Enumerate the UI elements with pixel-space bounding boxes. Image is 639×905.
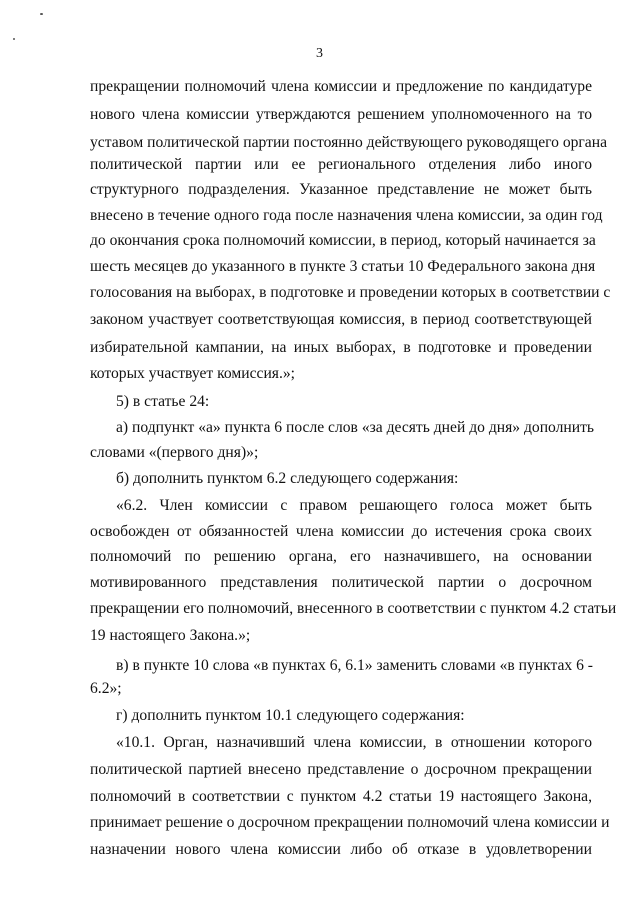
text-line: внесено в течение одного года после назначения члена комиссии, за один год	[90, 207, 603, 224]
scan-speck	[40, 13, 43, 15]
text-line: уставом политической партии постоянно действующего руководящего органа	[90, 134, 607, 151]
text-line: до окончания срока полномочий комиссии, в период, который начинается за	[90, 232, 596, 249]
text-line: нового члена комиссии утверждаются решением уполномоченного на то	[90, 106, 592, 123]
text-line: словами «(первого дня)»;	[90, 444, 259, 461]
text-line: назначении нового члена комиссии либо об отказе в удовлетворении	[90, 841, 592, 858]
text-line: б) дополнить пунктом 6.2 следующего содержания:	[116, 470, 459, 487]
text-line: 5) в статье 24:	[116, 393, 210, 410]
text-line: принимает решение о досрочном прекращении полномочий члена комиссии и	[90, 814, 610, 831]
text-line: полномочий в соответствии с пунктом 4.2 статьи 19 настоящего Закона,	[90, 788, 592, 805]
text-line: законом участвует соответствующая комиссия, в период соответствующей	[90, 311, 592, 328]
text-line: политической партии или ее регионального отделения либо иного	[90, 156, 592, 173]
text-line: прекращении его полномочий, внесенного в соответствии с пунктом 4.2 статьи	[90, 600, 617, 617]
text-line: полномочий по решению органа, его назначившего, на основании	[90, 548, 592, 565]
text-line: политической партией внесено представление о досрочном прекращении	[90, 761, 592, 778]
scan-speck	[13, 38, 15, 40]
text-line: а) подпункт «а» пункта 6 после слов «за десять дней до дня» дополнить	[116, 419, 595, 436]
text-line: прекращении полномочий члена комиссии и предложение по кандидатуре	[90, 78, 592, 95]
text-line: 19 настоящего Закона.»;	[90, 627, 251, 644]
text-line: шесть месяцев до указанного в пункте 3 статьи 10 Федерального закона дня	[90, 258, 596, 275]
text-line: мотивированного представления политической партии о досрочном	[90, 574, 592, 591]
page-number: 3	[316, 46, 323, 61]
text-line: «10.1. Орган, назначивший члена комиссии, в отношении которого	[116, 734, 592, 751]
text-line: голосования на выборах, в подготовке и проведении которых в соответствии с	[90, 284, 611, 301]
text-line: г) дополнить пунктом 10.1 следующего содержания:	[116, 707, 465, 724]
text-line: которых участвует комиссия.»;	[90, 365, 295, 382]
text-line: в) в пункте 10 слова «в пунктах 6, 6.1» заменить словами «в пунктах 6 -	[116, 657, 593, 674]
text-line: структурного подразделения. Указанное представление не может быть	[90, 181, 592, 198]
text-line: 6.2»;	[90, 680, 122, 697]
text-line: «6.2. Член комиссии с правом решающего голоса может быть	[116, 497, 592, 514]
text-line: освобожден от обязанностей члена комиссии до истечения срока своих	[90, 523, 592, 540]
text-line: избирательной кампании, на иных выборах, в подготовке и проведении	[90, 339, 592, 356]
